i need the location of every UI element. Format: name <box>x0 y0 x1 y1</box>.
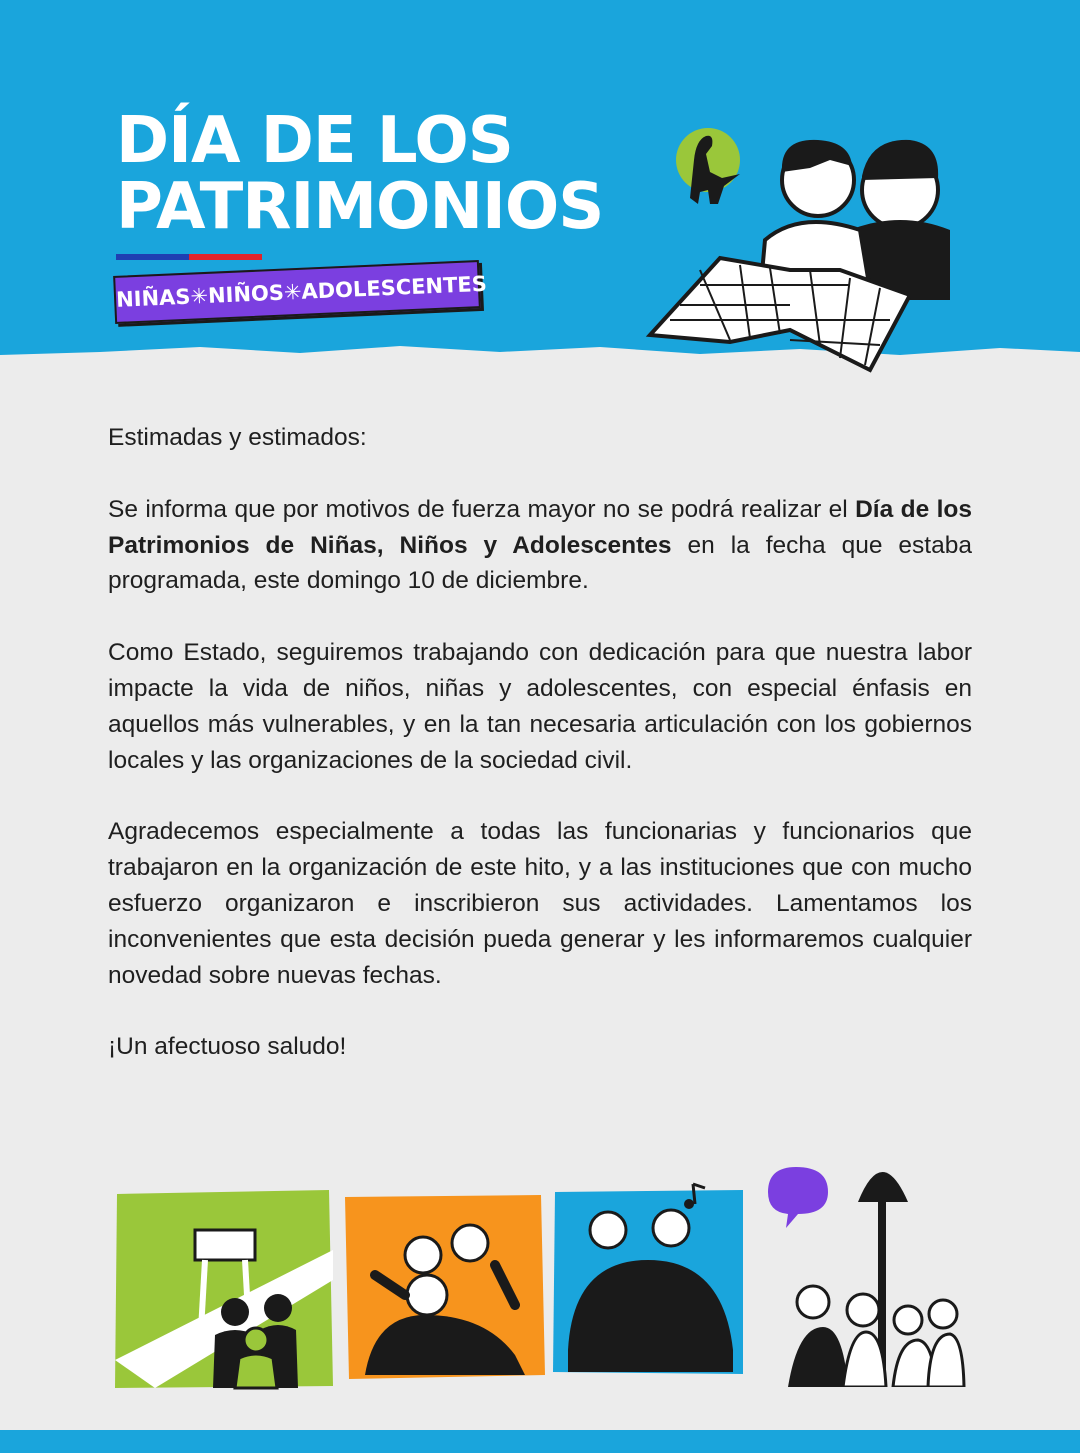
paragraph-thanks: Agradecemos especialmente a todas las funcionarias y funcionarios que trabajaron en la organización de este hito, y a las instituciones que con mucho esfuerzo organizaron e inscribieron sus actividades. Lamentamos los inconvenientes que esta decisión pueda generar y les informaremos cualquier novedad sobre nuevas fechas. <box>108 818 972 989</box>
footer-bar <box>0 1430 1080 1453</box>
family-tower-illustration <box>115 1190 335 1390</box>
family-celebration-illustration <box>345 1195 545 1380</box>
notice-text-end: en la fecha que estaba programada, este domingo 10 de diciembre. <box>108 531 972 595</box>
paragraph-notice <box>108 492 972 599</box>
flag-stripe <box>116 254 262 260</box>
paragraph-commitment: Como Estado, seguiremos trabajando con dedicación para que nuestra labor impacte la vida de niños, niñas y adolescentes, con especial énfasis en aquellos más vulnerables, y en la tan necesaria articulación con los gobiernos locales y las organizaciones de la sociedad civil. <box>108 639 972 774</box>
kids-map-illustration <box>640 120 960 380</box>
title-line-1: DÍA DE LOS <box>116 104 513 178</box>
footer-illustrations <box>0 1170 1080 1430</box>
announcement-letter <box>108 420 972 1101</box>
kids-tree-illustration <box>758 1142 968 1387</box>
closing: ¡Un afectuoso saludo! <box>108 1033 347 1061</box>
event-title <box>116 104 604 244</box>
header-banner <box>0 0 1080 380</box>
friends-music-illustration <box>553 1180 745 1375</box>
title-line-2: PATRIMONIOS <box>116 170 604 244</box>
notice-text-start: Se informa que por motivos de fuerza mayor no se podrá realizar el <box>108 495 856 523</box>
event-name-bold: Día de los Patrimonios de Niñas, Niños y Adolescentes <box>108 495 972 559</box>
audience-ribbon: NIÑAS✳NIÑOS✳ADOLESCENTES <box>113 260 481 324</box>
greeting: Estimadas y estimados: <box>108 424 367 451</box>
